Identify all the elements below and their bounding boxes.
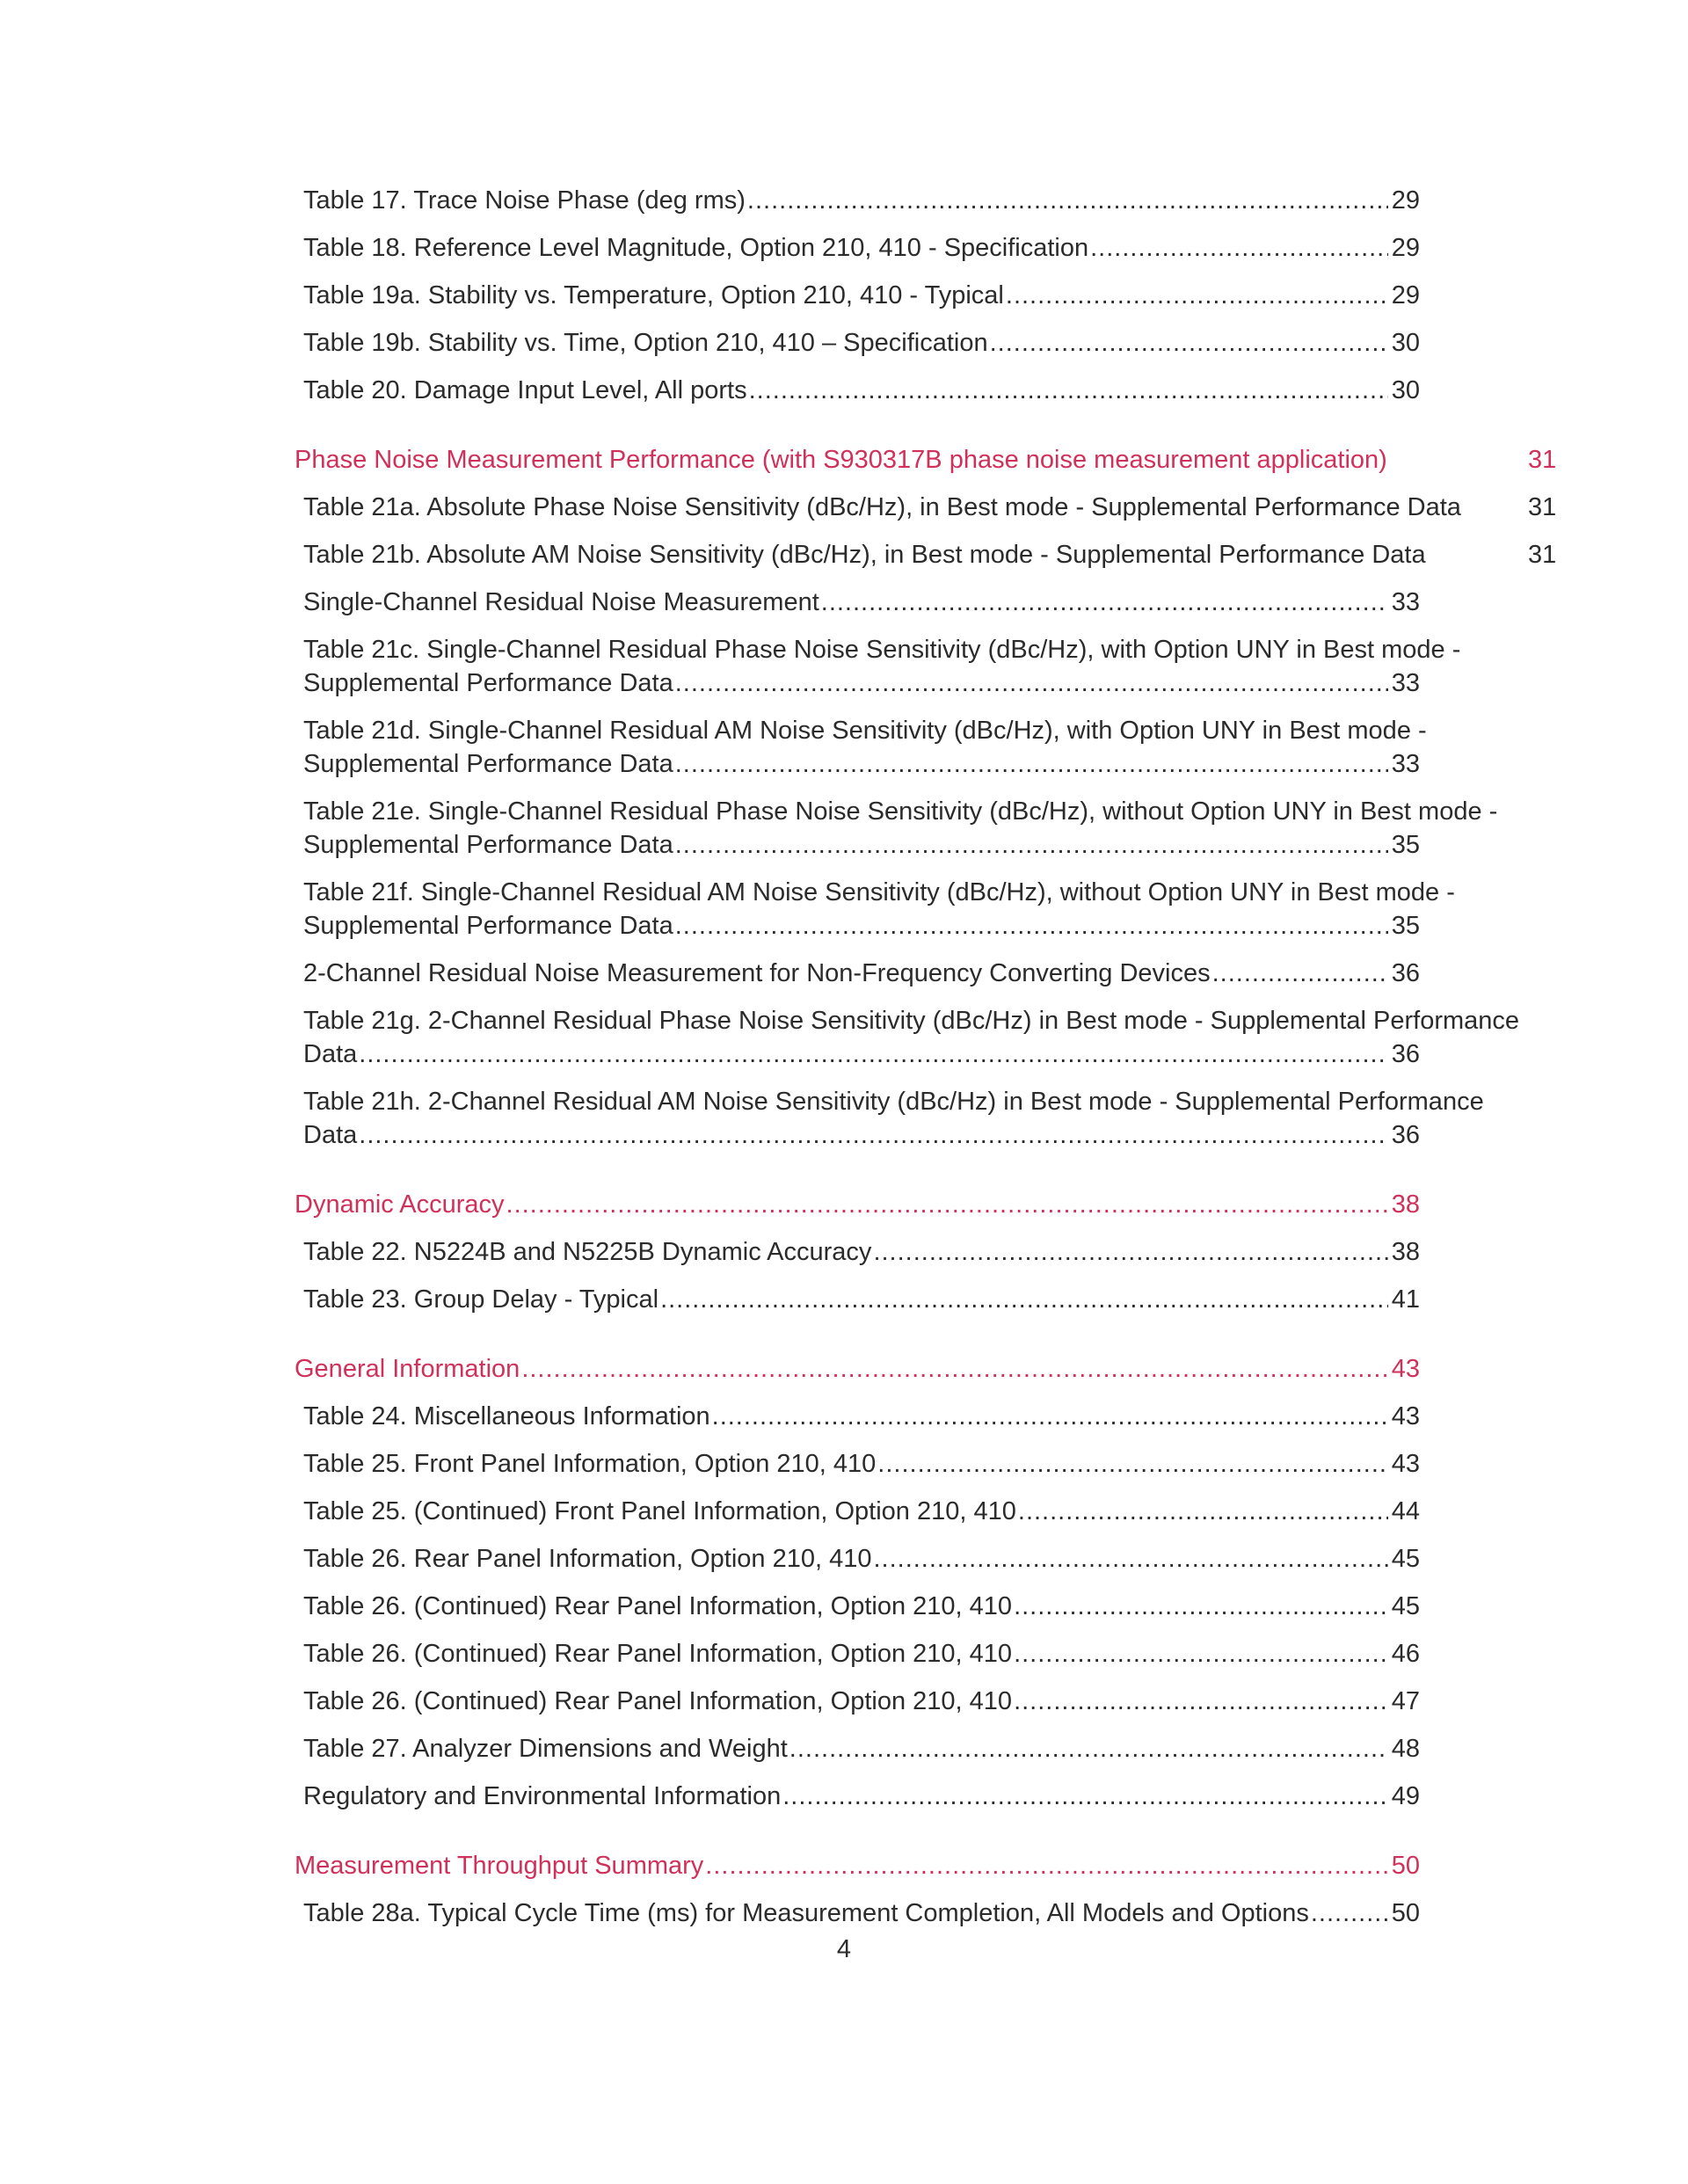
dot-leader [1014,1637,1388,1671]
dot-leader [1006,279,1388,312]
toc-entry-title: 2-Channel Residual Noise Measurement for Non-Frequency Converting Devices [303,959,1211,987]
toc-entry-table-26-continued[interactable] [303,1685,1420,1718]
toc-entry-title: Table 26. (Continued) Rear Panel Information, Option 210, 410 [303,1687,1013,1715]
dot-leader [747,184,1388,217]
dot-leader [1018,1495,1388,1528]
toc-entry-title: Table 27. Analyzer Dimensions and Weight [303,1735,788,1763]
toc-entry-table-28a[interactable] [303,1896,1420,1930]
toc-entry-table-21f[interactable]: Table 21f. Single-Channel Residual AM Noise Sensitivity (dBc/Hz), without Option UNY in Best mode - [303,878,1455,906]
toc-entry-title: Table 23. Group Delay - Typical [303,1285,659,1314]
toc-entry-table-21c-cont[interactable] [303,666,1420,700]
toc-entry-title: Table 26. (Continued) Rear Panel Information, Option 210, 410 [303,1592,1013,1620]
toc-entry-table-25-continued[interactable] [303,1495,1420,1528]
dot-leader [675,747,1388,781]
dot-leader [705,1849,1387,1882]
toc-entry-table-21h-cont[interactable] [303,1118,1420,1152]
dot-leader [1212,957,1388,990]
dot-leader [660,1283,1388,1316]
dot-leader [1014,1590,1388,1623]
dot-leader [1090,231,1388,265]
toc-entry-page: 29 [1391,234,1420,262]
toc-entry-page: 31 [1528,493,1557,521]
toc-entry-page: 29 [1391,186,1420,215]
toc-entry-title: Table 19b. Stability vs. Time, Option 210, 410 – Specification [303,329,988,357]
toc-entry-title: Data [303,1121,358,1149]
dot-leader [359,1037,1387,1071]
toc-entry-title: Table 18. Reference Level Magnitude, Option 210, 410 - Specification [303,234,1089,262]
toc-entry-table-21c[interactable]: Table 21c. Single-Channel Residual Phase Noise Sensitivity (dBc/Hz), with Option UNY in Best mode - [303,636,1461,664]
toc-entry-table-21e[interactable]: Table 21e. Single-Channel Residual Phase Noise Sensitivity (dBc/Hz), without Option UNY in Best mode - [303,797,1498,826]
toc-entry-regulatory[interactable] [303,1780,1420,1813]
dot-leader [675,909,1388,943]
toc-section-title: Measurement Throughput Summary [295,1852,704,1880]
dot-leader [877,1447,1387,1481]
dot-leader [675,666,1388,700]
toc-entry-page: 30 [1391,329,1420,357]
toc-entry-table-21h[interactable]: Table 21h. 2-Channel Residual AM Noise Sensitivity (dBc/Hz) in Best mode - Supplemental Performance [303,1088,1484,1116]
toc-entry-table-26-continued[interactable] [303,1637,1420,1671]
toc-entry-two-channel[interactable] [303,957,1420,990]
toc-entry-page: 36 [1391,1121,1420,1149]
toc-entry-title: Supplemental Performance Data [303,912,673,940]
toc-entry-title: Table 25. (Continued) Front Panel Information, Option 210, 410 [303,1497,1016,1525]
toc-entry-page: 48 [1391,1735,1420,1763]
toc-entry-table-21b[interactable]: Table 21b. Absolute AM Noise Sensitivity (dBc/Hz), in Best mode - Supplemental Performance Data [303,541,1426,569]
toc-entry-page: 46 [1391,1640,1420,1668]
toc-entry-table-27[interactable] [303,1732,1420,1765]
dot-leader [821,586,1388,619]
toc-entry-table-24[interactable] [303,1400,1420,1433]
toc-entry-table-21g[interactable]: Table 21g. 2-Channel Residual Phase Noise Sensitivity (dBc/Hz) in Best mode - Supplemental Performance [303,1007,1520,1035]
toc-entry-page: 45 [1391,1592,1420,1620]
toc-entry-title: Supplemental Performance Data [303,831,673,859]
toc-entry-page: 35 [1391,831,1420,859]
toc-entry-page: 29 [1391,281,1420,309]
toc-entry-page: 38 [1391,1238,1420,1266]
toc-entry-page: 30 [1391,376,1420,404]
toc-entry-title: Table 24. Miscellaneous Information [303,1402,710,1431]
toc-entry-title: Table 25. Front Panel Information, Option 210, 410 [303,1450,877,1478]
toc-entry-page: 33 [1391,669,1420,697]
toc-entry-table-26-continued[interactable] [303,1590,1420,1623]
toc-entry-title: Single-Channel Residual Noise Measurement [303,588,819,616]
toc-entry-single-channel[interactable] [303,586,1420,619]
toc-entry-table-21g-cont[interactable] [303,1037,1420,1071]
toc-section-throughput[interactable] [295,1849,1420,1882]
toc-section-title: General Information [295,1355,520,1383]
toc-entry-table-23[interactable] [303,1283,1420,1316]
toc-entry-page: 35 [1391,912,1420,940]
toc-section-phase-noise[interactable]: Phase Noise Measurement Performance (with S930317B phase noise measurement application) [295,446,1387,474]
dot-leader [675,828,1388,862]
toc-entry-page: 49 [1391,1782,1420,1810]
toc-entry-table-22[interactable] [303,1235,1420,1269]
dot-leader [873,1542,1387,1576]
toc-section-page: 31 [1528,446,1557,474]
toc-section-page: 38 [1391,1190,1420,1219]
toc-entry-title: Table 22. N5224B and N5225B Dynamic Accuracy [303,1238,872,1266]
toc-entry-table-21a[interactable]: Table 21a. Absolute Phase Noise Sensitivity (dBc/Hz), in Best mode - Supplemental Performance Data [303,493,1461,521]
toc-entry-table-21d-cont[interactable] [303,747,1420,781]
toc-entry-table-19a[interactable] [303,279,1420,312]
toc-entry-title: Table 26. Rear Panel Information, Option 210, 410 [303,1545,872,1573]
dot-leader [506,1188,1388,1221]
toc-section-page: 43 [1391,1355,1420,1383]
dot-leader [873,1235,1387,1269]
dot-leader [990,326,1388,360]
toc-entry-table-20[interactable] [303,374,1420,407]
dot-leader [521,1352,1387,1386]
toc-entry-title: Regulatory and Environmental Information [303,1782,782,1810]
toc-entry-table-19b[interactable] [303,326,1420,360]
toc-entry-page: 47 [1391,1687,1420,1715]
toc-entry-table-21f-cont[interactable] [303,909,1420,943]
dot-leader [1311,1896,1388,1930]
toc-section-dynamic-accuracy[interactable] [295,1188,1420,1221]
toc-entry-title: Table 28a. Typical Cycle Time (ms) for Measurement Completion, All Models and Options [303,1899,1309,1927]
toc-entry-page: 44 [1391,1497,1420,1525]
toc-entry-title: Supplemental Performance Data [303,750,673,778]
toc-entry-title: Table 26. (Continued) Rear Panel Information, Option 210, 410 [303,1640,1013,1668]
toc-entry-title: Data [303,1040,358,1068]
toc-entry-title: Table 19a. Stability vs. Temperature, Option 210, 410 - Typical [303,281,1004,309]
toc-section-page: 50 [1391,1852,1420,1880]
toc-entry-table-25[interactable] [303,1447,1420,1481]
toc-entry-page: 33 [1391,750,1420,778]
page-number: 4 [836,1935,852,1963]
toc-entry-page: 43 [1391,1402,1420,1431]
toc-entry-table-21d[interactable]: Table 21d. Single-Channel Residual AM Noise Sensitivity (dBc/Hz), with Option UNY in Best mode - [303,717,1427,745]
toc-entry-page: 36 [1391,959,1420,987]
dot-leader [789,1732,1388,1765]
toc-entry-page: 31 [1528,541,1557,569]
dot-leader [712,1400,1388,1433]
toc-entry-page: 50 [1391,1899,1420,1927]
toc-entry-page: 45 [1391,1545,1420,1573]
toc-entry-page: 36 [1391,1040,1420,1068]
dot-leader [359,1118,1387,1152]
toc-entry-table-21e-cont[interactable] [303,828,1420,862]
dot-leader [782,1780,1387,1813]
toc-section-title: Dynamic Accuracy [295,1190,505,1219]
toc-entry-page: 33 [1391,588,1420,616]
toc-entry-table-18[interactable] [303,231,1420,265]
toc-entry-page: 43 [1391,1450,1420,1478]
toc-entry-page: 41 [1391,1285,1420,1314]
toc-section-general-information[interactable] [295,1352,1420,1386]
toc-entry-title: Table 17. Trace Noise Phase (deg rms) [303,186,746,215]
toc-entry-title: Table 20. Damage Input Level, All ports [303,376,747,404]
toc-entry-table-26[interactable] [303,1542,1420,1576]
toc-entry-title: Supplemental Performance Data [303,669,673,697]
dot-leader [1014,1685,1388,1718]
dot-leader [749,374,1388,407]
toc-entry-table-17[interactable] [303,184,1420,217]
